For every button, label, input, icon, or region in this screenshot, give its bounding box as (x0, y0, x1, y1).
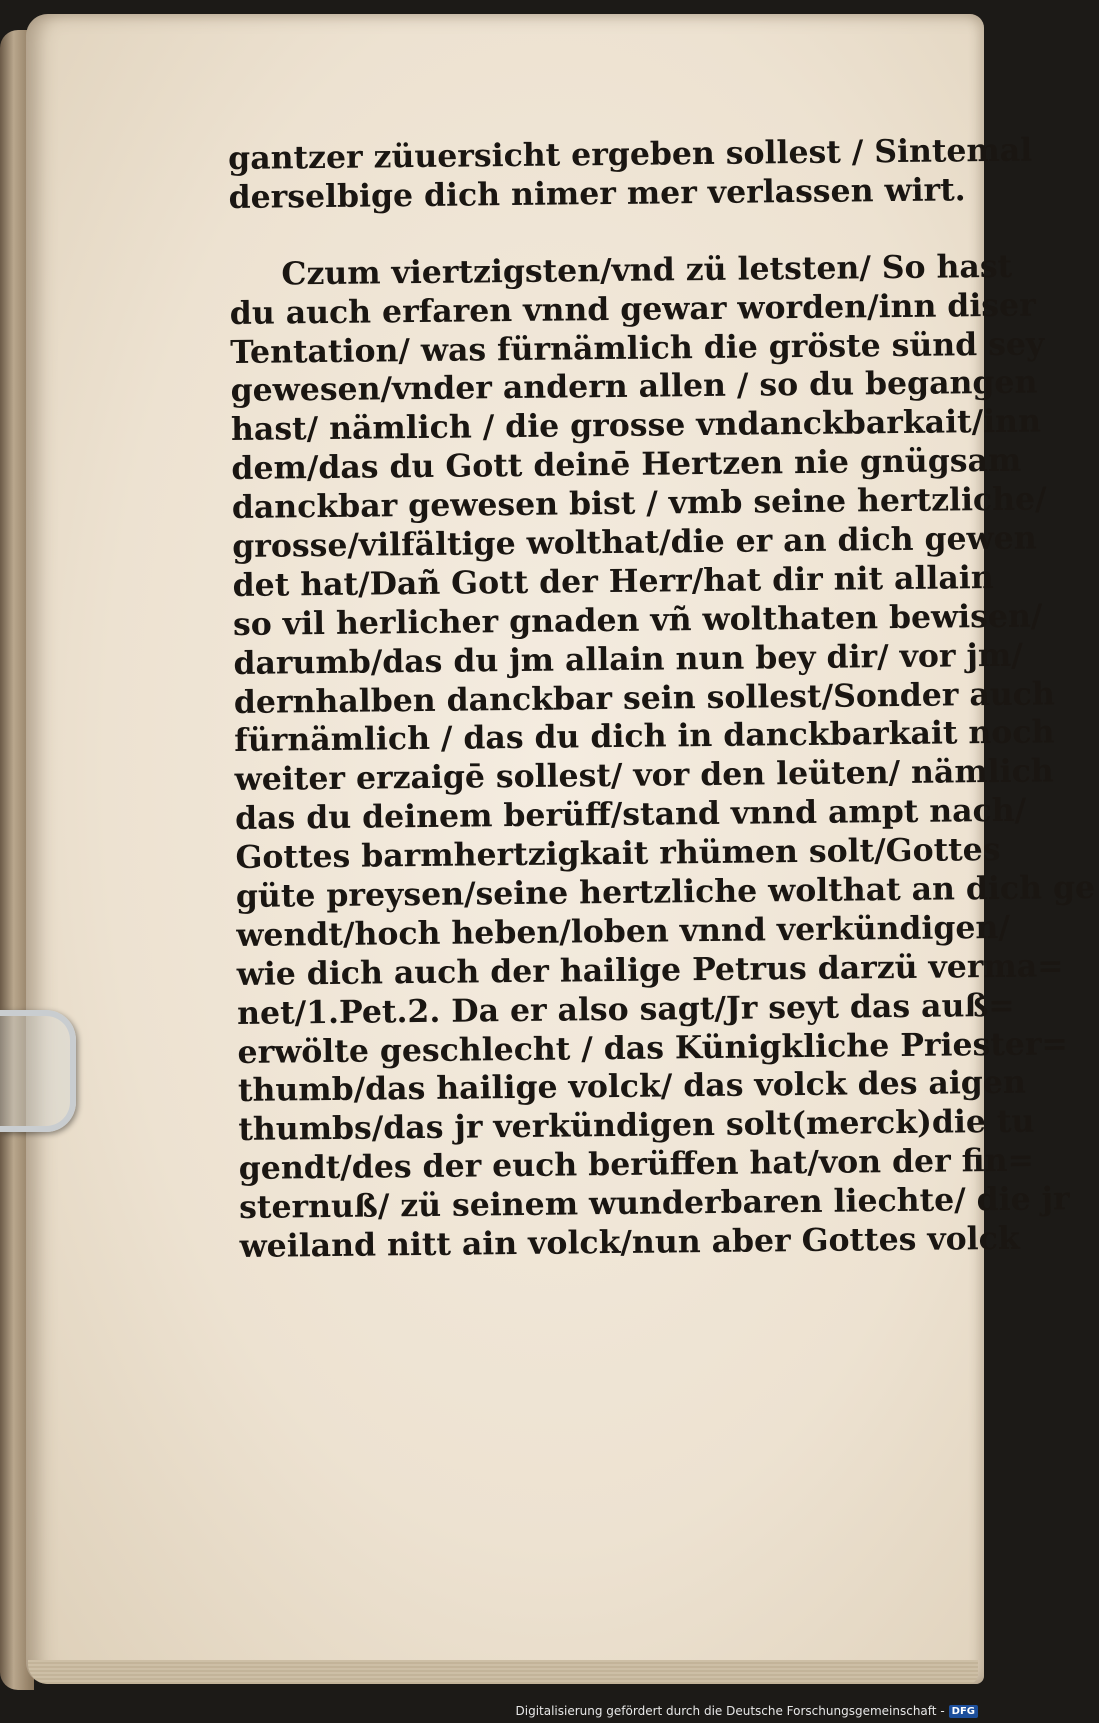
text-line: gendt/des der euch berüffen hat/von der fin= (238, 1141, 1035, 1188)
text-line: weiland nitt ain volck/nun aber Gottes volck (239, 1219, 1020, 1265)
text-line: hast/ nämlich / die grosse vndanckbarkait/inn (230, 402, 1042, 449)
text-line: wendt/hoch heben/loben vnnd verkündigen/ (236, 908, 1011, 954)
book-clasp (0, 1010, 76, 1132)
text-line: wie dich auch der hailige Petrus darzü verma= (236, 947, 1064, 993)
text-line: gewesen/vnder andern allen / so du begangen (230, 363, 1038, 410)
text-line: das du deinem berüff/stand vnnd ampt nach/ (234, 791, 1027, 838)
digitization-credit (516, 1704, 979, 1718)
text-line: fürnämlich / das du dich in danckbarkait noch (234, 713, 1055, 760)
text-line: erwölte geschlecht / das Künigkliche Priester= (237, 1024, 1069, 1071)
text-line: thumb/das hailige volck/ das volck des aigen (237, 1064, 1026, 1110)
text-line: Gottes barmhertzigkait rhümen solt/Gottes (235, 831, 1001, 877)
text-line: dem/das du Gott deinē Hertzen nie gnügsam (231, 441, 1022, 488)
text-line: sternuß/ zü seinem wunderbaren liechte/ die jr (238, 1180, 1070, 1227)
text-line: weiter erzaigē sollest/ vor den leüten/ nämlich (234, 752, 1054, 799)
text-line: grosse/vilfältige wolthat/die er an dich gewen (232, 519, 1037, 565)
text-line: dernhalben danckbar sein sollest/Sonder auch (233, 674, 1055, 721)
text-line: Czum viertzigsten/vnd zü letsten/ So hast (281, 247, 1013, 293)
text-line: güte preysen/seine hertzliche wolthat an dich ge (235, 868, 1096, 915)
text-line: Tentation/ was fürnämlich die gröste sünd sey (230, 325, 1045, 371)
text-line: darumb/das du jm allain nun bey dir/ vor jm/ (233, 636, 1023, 682)
text-line: det hat/Dañ Gott der Herr/hat dir nit allain (232, 558, 994, 604)
page-text (228, 131, 1096, 1267)
credit-text: Digitalisierung gefördert durch die Deutsche Forschungsgemeinschaft - (515, 1704, 945, 1718)
page-edges (28, 1660, 978, 1684)
text-line: danckbar gewesen bist / vmb seine hertzliche/ (231, 480, 1047, 527)
text-line: gantzer züuersicht ergeben sollest / Sintemal (228, 131, 1033, 177)
text-line: so vil herlicher gnaden vñ wolthaten bewisen/ (232, 597, 1043, 643)
text-line: du auch erfaren vnnd gewar worden/inn diser (229, 286, 1036, 332)
text-line: derselbige dich nimer mer verlassen wirt. (228, 171, 966, 216)
text-line: thumbs/das jr verkündigen solt(merck)die tu (238, 1102, 1035, 1149)
text-line: net/1.Pet.2. Da er also sagt/Jr seyt das auß= (236, 986, 1015, 1032)
dfg-logo: DFG (949, 1705, 978, 1718)
